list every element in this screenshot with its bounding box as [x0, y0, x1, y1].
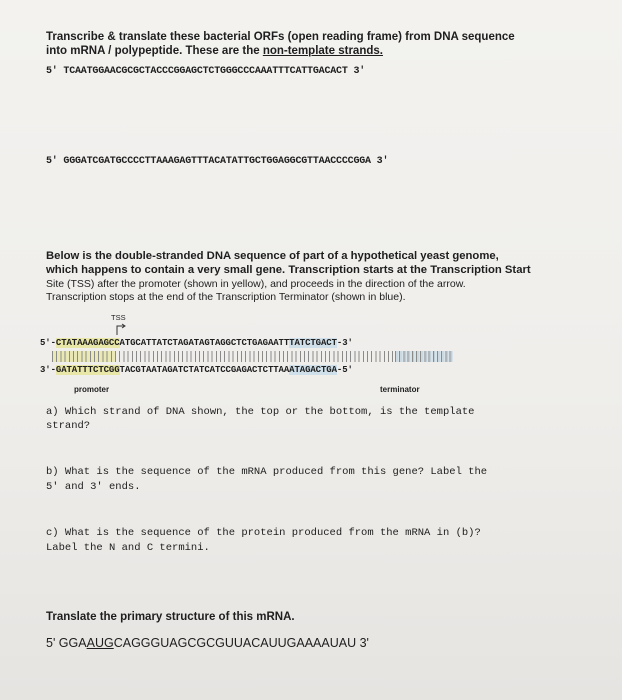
question-a-line1: a) Which strand of DNA shown, the top or the bottom, is the template: [46, 406, 475, 418]
mrna-suffix: 3': [356, 636, 369, 650]
dna-top-terminator: TATCTGACT: [289, 338, 337, 348]
orf-sequence-2: 5' GGGATCGATGCCCCTTAAAGAGTTTACATATTGCTGGAGGCGTTAACCCCGGA 3': [46, 156, 389, 167]
question-c-line1: c) What is the sequence of the protein produced from the mRNA in (b)?: [46, 527, 481, 539]
question-b-line2: 5' and 3' ends.: [46, 481, 141, 493]
base-pair-bonds-terminator: [395, 351, 453, 362]
section2-intro-line3: Site (TSS) after the promoter (shown in yellow), and proceeds in the direction of the arrow.: [46, 278, 466, 290]
dna-bottom-middle: TACGTAATAGATCTATCATCCGAGACTCTTAA: [119, 365, 290, 375]
section2-intro-line1: Below is the double-stranded DNA sequence of part of a hypothetical yeast genome,: [46, 250, 499, 262]
dna-top-promoter: CTATAAAGAGCC: [55, 338, 120, 348]
section1-title-line2: [46, 44, 383, 58]
question-c-line2: Label the N and C termini.: [46, 542, 210, 554]
section1-title-line1: Transcribe & translate these bacterial ORFs (open reading frame) from DNA sequence: [46, 31, 515, 43]
mrna-rest: CAGGGUAGCGCGUUACAUUGAAAAUAU: [113, 636, 357, 650]
mrna-start-codon: AUG: [86, 636, 114, 650]
section1-title-line2-prefix: into mRNA / polypeptide. These are the: [46, 45, 263, 57]
orf-sequence-1: 5' TCAATGGAACGCGCTACCCGGAGCTCTGGGCCCAAATTTCATTGACACT 3': [46, 66, 366, 77]
question-a-line2: strand?: [46, 420, 91, 432]
base-pair-bonds-promoter: [52, 351, 116, 362]
tss-label: TSS: [111, 313, 126, 322]
dna-bottom-prefix: 3'-: [40, 365, 56, 375]
non-template-strands-underlined: non-template strands.: [262, 45, 383, 57]
mrna-sequence: [46, 636, 369, 650]
terminator-label: terminator: [380, 385, 420, 394]
dna-top-prefix: 5'-: [40, 338, 56, 348]
dna-top-middle: ATGCATTATCTAGATAGTAGGCTCTGAGAATT: [119, 338, 290, 348]
promoter-label: promoter: [74, 385, 110, 394]
dna-top-strand: [40, 338, 353, 348]
question-b-line1: b) What is the sequence of the mRNA produced from this gene? Label the: [46, 466, 488, 478]
dna-bottom-suffix: -5': [336, 365, 353, 375]
section2-intro-line4: Transcription stops at the end of the Transcription Terminator (shown in blue).: [46, 291, 406, 303]
section3-heading: Translate the primary structure of this mRNA.: [46, 611, 295, 623]
dna-bottom-strand: [40, 365, 353, 375]
dna-bottom-promoter: GATATTTCTCGG: [55, 365, 120, 375]
dna-top-suffix: -3': [336, 338, 353, 348]
section2-intro-line2: which happens to contain a very small gene. Transcription starts at the Transcription Start: [46, 264, 531, 276]
mrna-prefix: 5' GGA: [46, 636, 87, 650]
dna-bottom-terminator: ATAGACTGA: [289, 365, 337, 375]
tss-arrow-icon: [116, 323, 126, 335]
